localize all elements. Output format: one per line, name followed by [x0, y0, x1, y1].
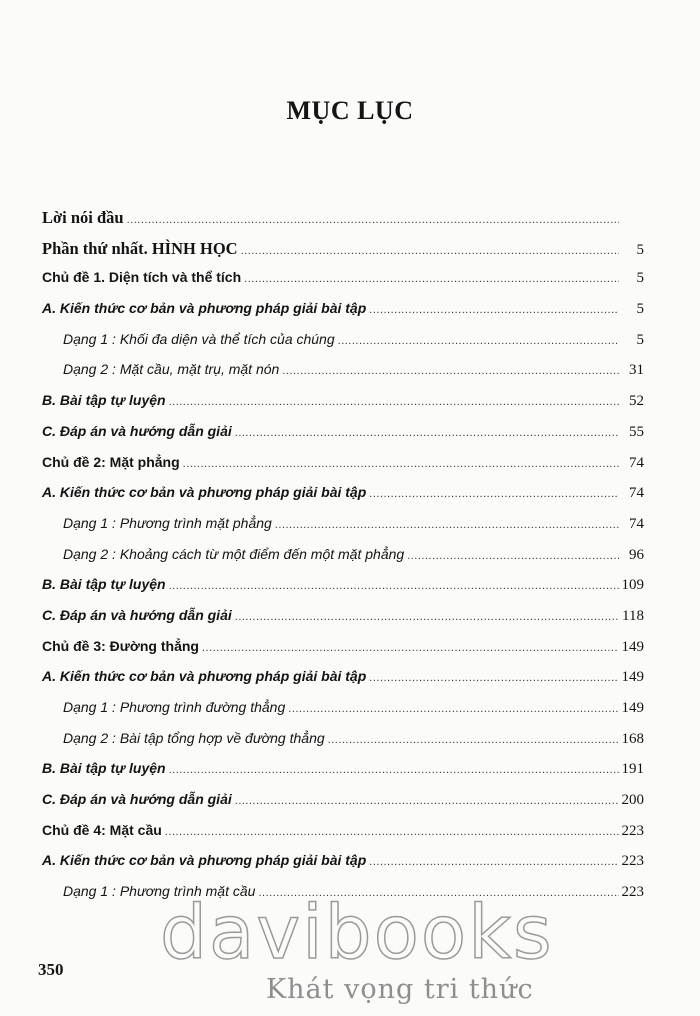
toc-entry-label: Dạng 1 : Khối đa diện và thể tích của chúng: [63, 330, 335, 347]
toc-entry: [42, 515, 644, 546]
toc-entry-page: 149: [621, 638, 644, 655]
toc-entry-page: 74: [629, 485, 644, 502]
table-of-contents: [42, 208, 644, 914]
toc-leader-dots: [235, 427, 619, 439]
toc-entry-page: 5: [636, 331, 644, 348]
toc-leader-dots: [235, 611, 619, 623]
toc-leader-dots: [169, 764, 619, 776]
toc-entry-page: 5: [636, 241, 644, 258]
toc-entry-label: C. Đáp án và hướng dẫn giải: [42, 422, 232, 439]
toc-entry-label: B. Bài tập tự luyện: [42, 760, 166, 777]
toc-entry-page: 223: [621, 884, 644, 901]
toc-entry: [42, 791, 644, 822]
toc-entry: [42, 392, 644, 423]
toc-leader-dots: [169, 580, 619, 592]
toc-entry-page: 168: [621, 730, 644, 747]
toc-leader-dots: [127, 214, 619, 226]
toc-entry-label: Dạng 1 : Phương trình mặt cầu: [63, 883, 256, 900]
toc-entry: [42, 423, 644, 454]
toc-leader-dots: [235, 795, 619, 807]
toc-entry-label: Dạng 2 : Bài tập tổng hợp về đường thẳng: [63, 729, 325, 746]
toc-leader-dots: [165, 826, 619, 838]
toc-entry-page: 55: [629, 423, 644, 440]
toc-entry-page: 191: [621, 761, 644, 778]
toc-entry: [42, 208, 644, 239]
toc-entry: [42, 852, 644, 883]
toc-entry-label: A. Kiến thức cơ bản và phương pháp giải bài tập: [42, 668, 367, 685]
toc-entry-label: A. Kiến thức cơ bản và phương pháp giải bài tập: [42, 484, 367, 501]
toc-entry-page: 223: [621, 822, 644, 839]
toc-leader-dots: [369, 856, 618, 868]
toc-entry: [42, 454, 644, 485]
toc-leader-dots: [275, 519, 619, 531]
toc-entry-page: 74: [629, 454, 644, 471]
toc-entry-label: A. Kiến thức cơ bản và phương pháp giải bài tập: [42, 300, 367, 317]
toc-entry-label: Chủ đề 3: Đường thẳng: [42, 637, 199, 654]
toc-entry: [42, 760, 644, 791]
toc-entry-page: 31: [629, 362, 644, 379]
toc-entry: [42, 239, 644, 270]
toc-entry-label: Dạng 2 : Khoảng cách từ một điểm đến một mặt phẳng: [63, 545, 405, 562]
toc-entry-page: 5: [636, 270, 644, 287]
toc-entry-page: 74: [629, 515, 644, 532]
toc-entry-page: 5: [636, 301, 644, 318]
watermark-brand: davibooks: [160, 890, 554, 976]
toc-entry-label: Chủ đề 2: Mặt phẳng: [42, 453, 180, 470]
toc-leader-dots: [369, 304, 619, 316]
page-title: MỤC LỤC: [286, 96, 414, 125]
toc-leader-dots: [338, 335, 619, 347]
toc-entry-page: 149: [621, 700, 644, 716]
toc-leader-dots: [282, 365, 619, 377]
toc-entry: [42, 484, 644, 515]
toc-leader-dots: [244, 273, 619, 285]
toc-leader-dots: [169, 396, 619, 408]
toc-entry-label: B. Bài tập tự luyện: [42, 576, 166, 593]
toc-entry: [42, 638, 644, 669]
toc-entry: [42, 576, 644, 607]
toc-entry-label: Dạng 1 : Phương trình mặt phẳng: [63, 514, 272, 531]
toc-entry-label: Chủ đề 4: Mặt cầu: [42, 821, 162, 838]
toc-entry-label: B. Bài tập tự luyện: [42, 392, 166, 409]
toc-entry-label: Phần thứ nhất. HÌNH HỌC: [42, 238, 238, 258]
toc-leader-dots: [288, 703, 618, 715]
toc-entry: [42, 361, 644, 392]
toc-leader-dots: [241, 245, 619, 257]
toc-entry-page: 96: [629, 546, 644, 563]
watermark-tagline: Khát vọng tri thức: [266, 974, 534, 1005]
toc-entry-page: 118: [622, 607, 644, 624]
toc-entry: [42, 331, 644, 362]
toc-entry: [42, 699, 644, 730]
toc-entry: [42, 300, 644, 331]
toc-entry-page: 52: [629, 393, 644, 410]
toc-entry: [42, 546, 644, 577]
toc-entry-page: 200: [621, 792, 644, 809]
toc-leader-dots: [407, 550, 619, 562]
page-number: 350: [38, 960, 64, 979]
toc-leader-dots: [183, 458, 619, 470]
toc-entry-label: C. Đáp án và hướng dẫn giải: [42, 791, 232, 808]
toc-entry-page: 149: [621, 669, 644, 686]
toc-entry: [42, 607, 644, 638]
toc-entry: [42, 730, 644, 761]
toc-entry-label: Lời nói đầu: [42, 208, 124, 227]
toc-entry: [42, 269, 644, 300]
toc-leader-dots: [202, 642, 619, 654]
toc-entry-label: A. Kiến thức cơ bản và phương pháp giải bài tập: [42, 852, 367, 869]
toc-entry-page: 223: [621, 853, 644, 870]
toc-entry-label: C. Đáp án và hướng dẫn giải: [42, 606, 232, 623]
toc-entry: [42, 822, 644, 853]
toc-entry-label: Dạng 1 : Phương trình đường thẳng: [63, 699, 286, 715]
toc-entry-page: 109: [621, 577, 644, 594]
toc-entry-label: Chủ đề 1. Diện tích và thể tích: [42, 269, 242, 286]
toc-leader-dots: [369, 488, 619, 500]
toc-leader-dots: [369, 672, 618, 684]
toc-leader-dots: [328, 734, 619, 746]
toc-entry: [42, 668, 644, 699]
toc-entry-label: Dạng 2 : Mặt cầu, mặt trụ, mặt nón: [63, 361, 280, 378]
